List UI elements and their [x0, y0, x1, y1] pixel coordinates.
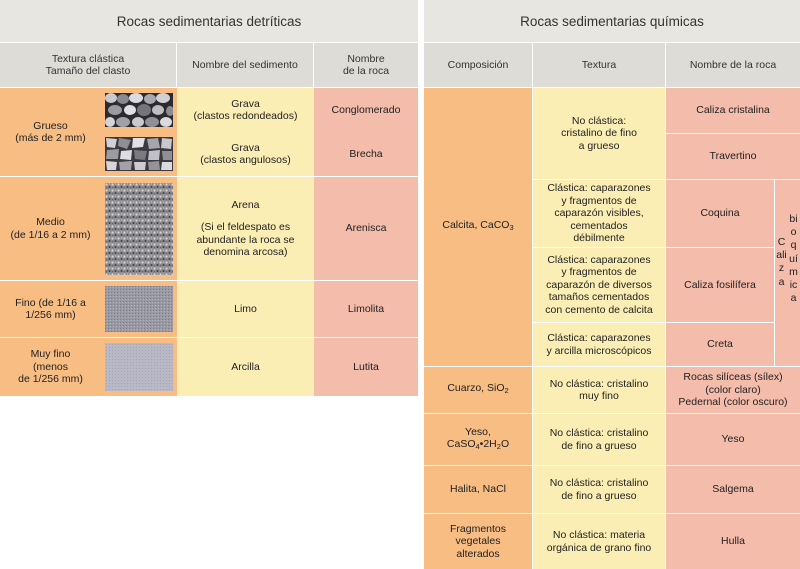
header-texture-chem: Textura: [533, 43, 665, 87]
rounded-gravel-swatch: [105, 93, 173, 127]
texture-fine: Fino (de 1/16 a 1/256 mm): [0, 281, 101, 337]
swatch-cell-silt: [101, 281, 177, 337]
texture-calcite-microscopic: Clástica: caparazones y arcilla microscópicos: [533, 323, 665, 366]
rock-hulla: Hulla: [666, 514, 800, 569]
clay-swatch: [105, 343, 173, 391]
header-rock-name-chem: Nombre de la roca: [666, 43, 800, 87]
texture-halite: No clástica: cristalino de fino a grueso: [533, 466, 665, 513]
detritic-table: [0, 0, 418, 396]
texture-plant-fragments: No clástica: materia orgánica de grano fino: [533, 514, 665, 569]
rock-coquina: Coquina: [666, 180, 774, 247]
swatch-cell-rounded-gravel: [101, 88, 177, 132]
swatch-cell-clay: [101, 338, 177, 396]
rock-conglomerado: Conglomerado: [314, 88, 418, 132]
rock-yeso: Yeso: [666, 414, 800, 465]
composition-quartz: Cuarzo, SiO$_2$: [424, 367, 532, 413]
composition-calcite: Calcita, CaCO$_3$: [424, 88, 532, 366]
rock-limolita: Limolita: [314, 281, 418, 337]
texture-medium: Medio (de 1/16 a 2 mm): [0, 177, 101, 280]
vertical-label-column: [775, 180, 800, 366]
rock-salgema: Salgema: [666, 466, 800, 513]
texture-calcite-noncrystal: No clástica: cristalino de fino a grueso: [533, 88, 665, 179]
angular-gravel-swatch: [105, 137, 173, 171]
sediment-rounded-gravel: Grava (clastos redondeados): [177, 88, 314, 132]
swatch-cell-sand: [101, 177, 177, 280]
vertical-label-bioquimica: bioquímica: [789, 213, 798, 305]
texture-very-fine: Muy fino (menos de 1/256 mm): [0, 338, 101, 396]
swatch-cell-angular-gravel: [101, 132, 177, 176]
sediment-sand: Arena (Si el feldespato es abundante la roca se denomina arcosa): [177, 177, 314, 280]
sand-swatch: [105, 183, 173, 275]
composition-halite: Halita, NaCl: [424, 466, 532, 513]
sediment-clay: Arcilla: [177, 338, 314, 396]
texture-calcite-shells-visible: Clástica: caparazones y fragmentos de caparazón visibles, cementados débilmente: [533, 180, 665, 247]
vertical-label-caliza: Caliza: [776, 236, 787, 288]
composition-gypsum: Yeso, $CaSO_4•2H_2O$: [424, 414, 532, 465]
header-texture: Textura clástica Tamaño del clasto: [0, 43, 176, 87]
rock-arenisca: Arenisca: [314, 177, 418, 280]
rock-siliceous: Rocas silíceas (sílex) (color claro) Pedernal (color oscuro): [666, 367, 800, 413]
texture-calcite-shells-cemented: Clástica: caparazones y fragmentos de caparazón de diversos tamaños cementados con cemento de calcita: [533, 248, 665, 322]
chemical-title: Rocas sedimentarias químicas: [424, 0, 800, 42]
rock-caliza-fosilifera: Caliza fosilífera: [666, 248, 774, 322]
rock-brecha: Brecha: [314, 132, 418, 176]
detritic-title: Rocas sedimentarias detríticas: [0, 0, 418, 42]
rock-travertino: Travertino: [666, 134, 800, 179]
texture-gypsum: No clástica: cristalino de fino a grueso: [533, 414, 665, 465]
sediment-silt: Limo: [177, 281, 314, 337]
sediment-angular-gravel: Grava (clastos angulosos): [177, 132, 314, 176]
composition-plant-fragments: Fragmentos vegetales alterados: [424, 514, 532, 569]
chemical-table: [424, 0, 800, 569]
header-sediment: Nombre del sedimento: [177, 43, 313, 87]
header-rock-name: Nombre de la roca: [314, 43, 418, 87]
rock-creta: Creta: [666, 323, 774, 366]
rock-lutita: Lutita: [314, 338, 418, 396]
texture-quartz: No clástica: cristalino muy fino: [533, 367, 665, 413]
header-composition: Composición: [424, 43, 532, 87]
silt-swatch: [105, 286, 173, 332]
texture-coarse: Grueso (más de 2 mm): [0, 88, 101, 176]
rock-caliza-cristalina: Caliza cristalina: [666, 88, 800, 133]
